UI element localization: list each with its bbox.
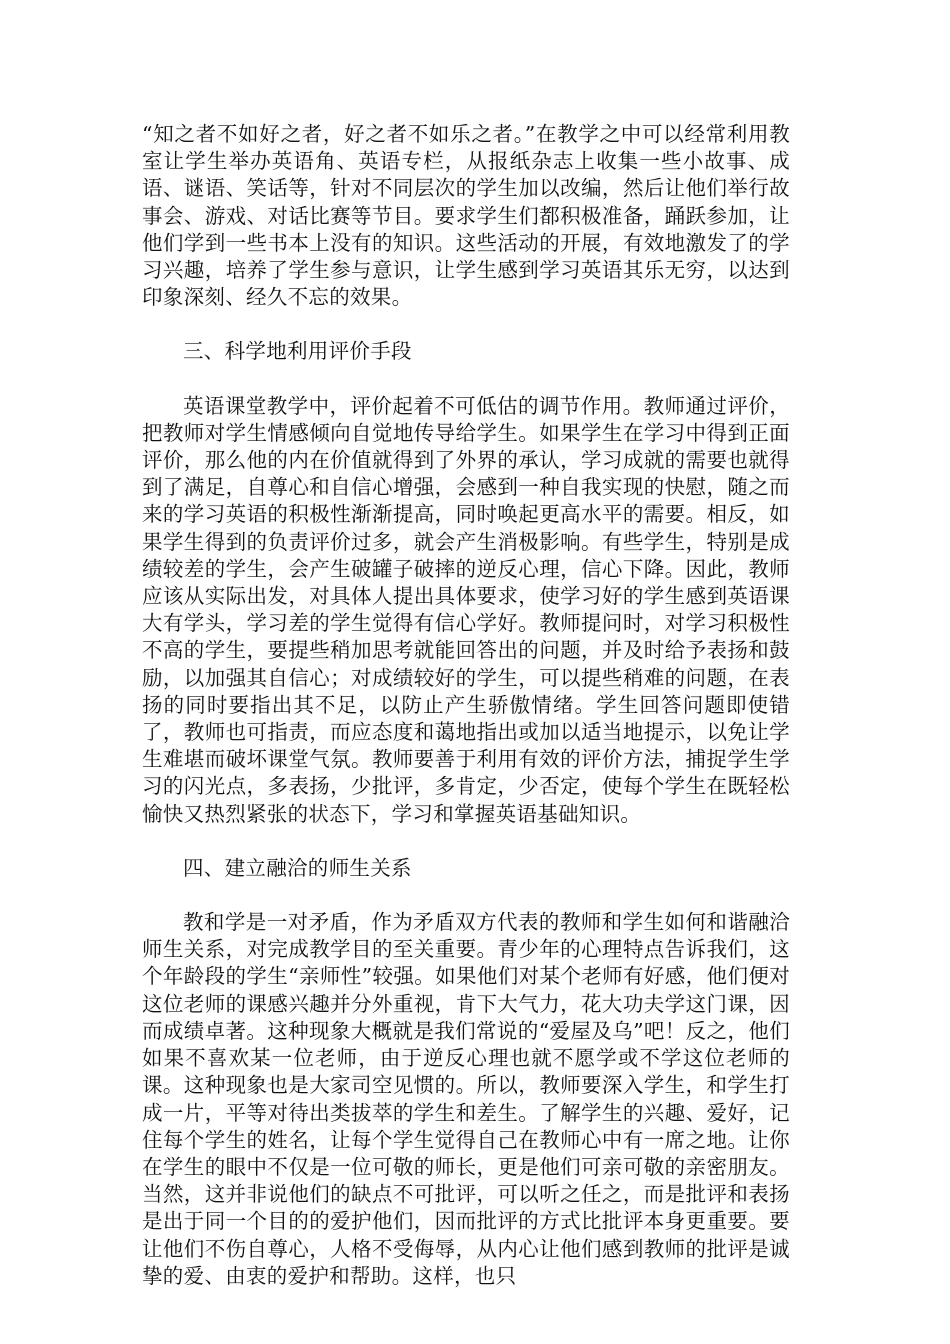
body-paragraph-2: 英语课堂教学中，评价起着不可低估的调节作用。教师通过评价，把教师对学生情感倾向自觉地传导给学生。如果学生在学习中得到正面评价，那么他的内在价值就得到了外界的承认，学习成就的需要也就得到了满足，自尊心和自信心增强，会感到一种自我实现的快慰，随之而来的学习英语的积极性渐渐提高，同时唤起更高水平的需要。相反，如果学生得到的负责评价过多，就会产生消极影响。有些学生，特别是成绩较差的学生，会产生破罐子破摔的逆反心理，信心下降。因此，教师应该从实际出发，对具体人提出具体要求，使学习好的学生感到英语课大有学头，学习差的学生觉得有信心学好。教师提问时，对学习积极性不高的学生，要提些稍加思考就能回答出的问题，并及时给予表扬和鼓励，以加强其自信心；对成绩较好的学生，可以提些稍难的问题，在表扬的同时要指出其不足，以防止产生骄傲情绪。学生回答问题即使错了，教师也可指责，而应态度和蔼地指出或加以适当地提示，以免让学生难堪而破坏课堂气氛。教师要善于利用有效的评价方法，捕捉学生学习的闪光点，多表扬，少批评，多肯定，少否定，使每个学生在既轻松愉快又热烈紧张的状态下，学习和掌握英语基础知识。 xyxy=(142,393,790,826)
body-paragraph-3: 教和学是一对矛盾，作为矛盾双方代表的教师和学生如何和谐融洽师生关系，对完成教学目的至关重要。青少年的心理特点告诉我们，这个年龄段的学生“亲师性”较强。如果他们对某个老师有好感，他们便对这位老师的课感兴趣并分外重视，肯下大气力，花大功夫学这门课，因而成绩卓著。这种现象大概就是我们常说的“爱屋及乌”吧！反之，他们如果不喜欢某一位老师，由于逆反心理也就不愿学或不学这位老师的课。这种现象也是大家司空见惯的。所以，教师要深入学生，和学生打成一片，平等对待出类拔萃的学生和差生。了解学生的兴趣、爱好，记住每个学生的姓名，让每个学生觉得自己在教师心中有一席之地。让你在学生的眼中不仅是一位可敬的师长，更是他们可亲可敬的亲密朋友。当然，这并非说他们的缺点不可批评，可以听之任之，而是批评和表扬是出于同一个目的的爱护他们，因而批评的方式比批评本身更重要。要让他们不伤自尊心，人格不受侮辱，从内心让他们感到教师的批评是诚挚的爱、由衷的爱护和帮助。这样，也只 xyxy=(142,910,790,1288)
body-paragraph-1: “知之者不如好之者，好之者不如乐之者。”在教学之中可以经常利用教室让学生举办英语角、英语专栏，从报纸杂志上收集一些小故事、成语、谜语、笑话等，针对不同层次的学生加以改编，然后让他们举行故事会、游戏、对话比赛等节目。要求学生们都积极准备，踊跃参加，让他们学到一些书本上没有的知识。这些活动的开展，有效地激发了的学习兴趣，培养了学生参与意识，让学生感到学习英语其乐无穷，以达到印象深刻、经久不忘的效果。 xyxy=(142,122,790,310)
section-heading-3: 三、科学地利用评价手段 xyxy=(183,339,412,364)
document-page xyxy=(142,121,790,1290)
section-heading-4: 四、建立融洽的师生关系 xyxy=(183,855,412,880)
